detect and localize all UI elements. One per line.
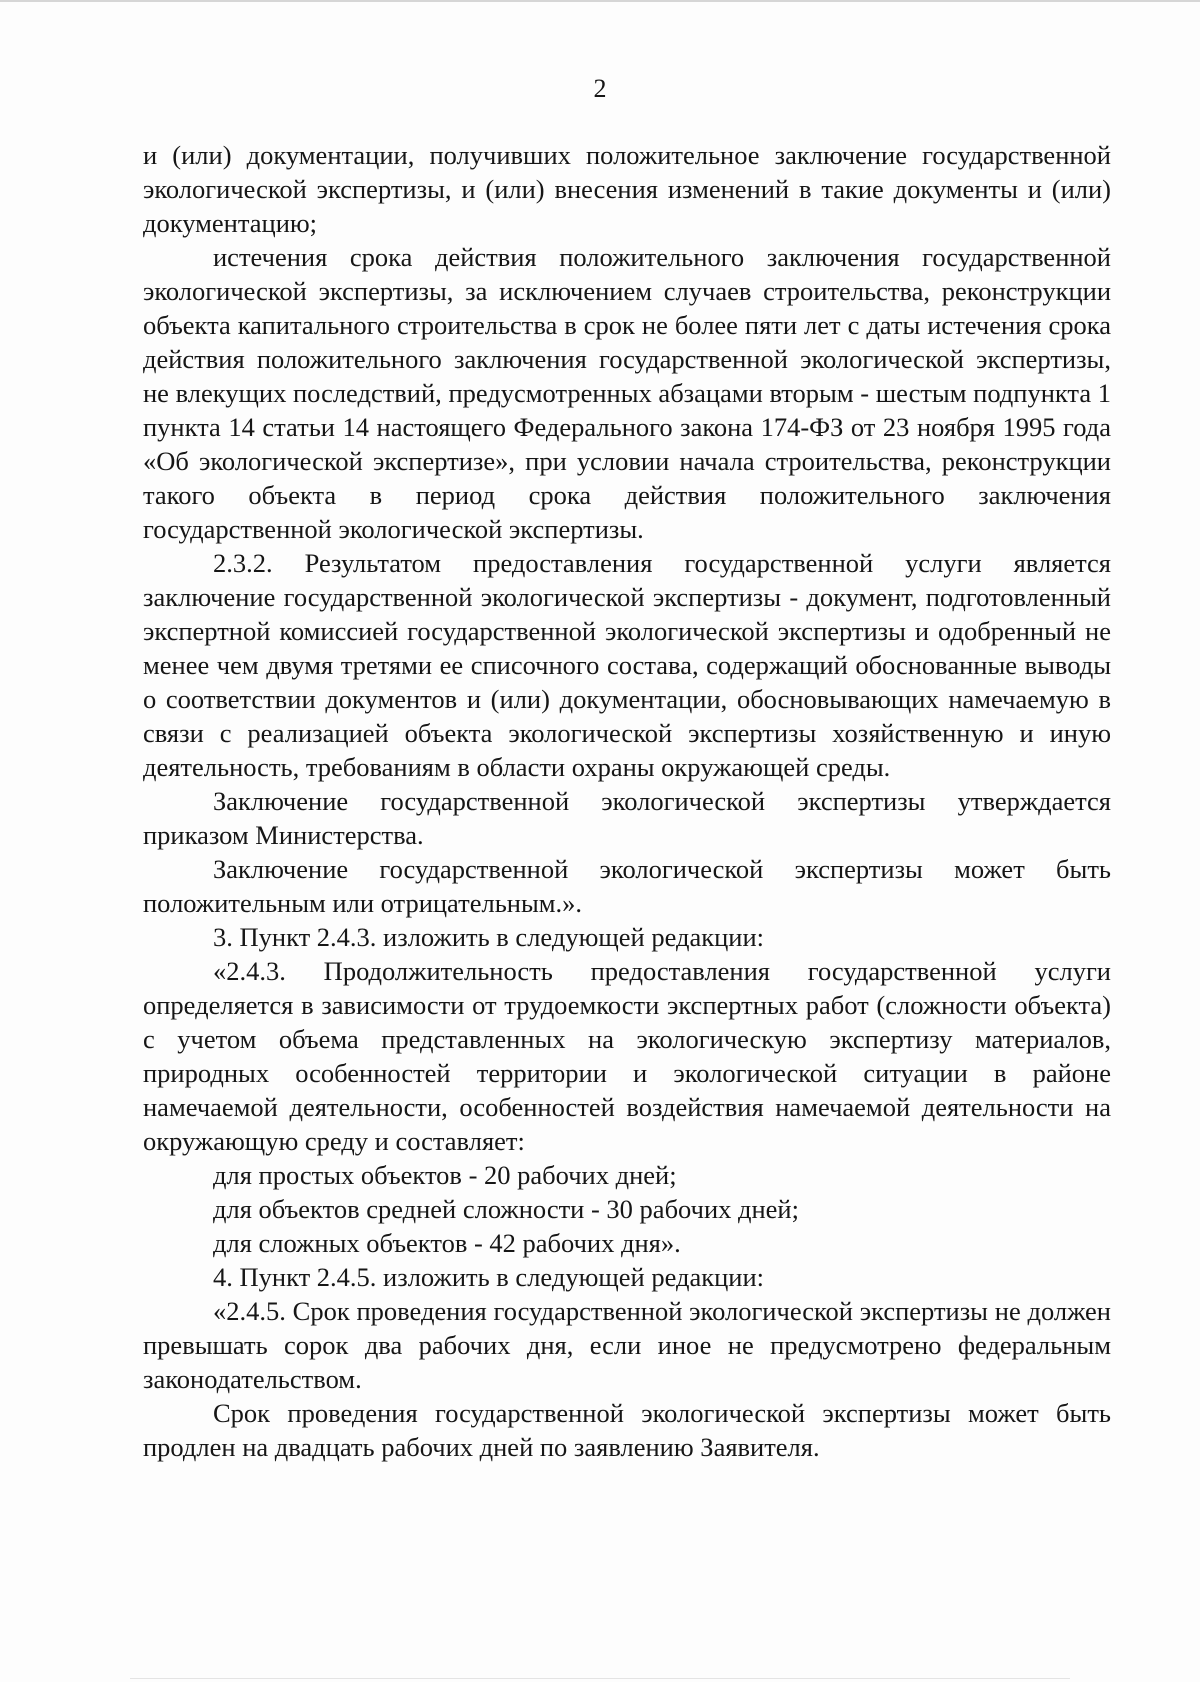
paragraph-2-4-5: «2.4.5. Срок проведения государственной экологической экспертизы не должен превышать сорок два рабочих дня, если иное не предусмотрено федеральным законодательством. — [143, 1296, 1111, 1394]
list-item-simple-objects: для простых объектов - 20 рабочих дней; — [213, 1160, 677, 1190]
paragraph-conclusion-type: Заключение государственной экологической экспертизы может быть положительным или отрицательным.». — [143, 854, 1111, 918]
paragraph-approval: Заключение государственной экологической экспертизы утверждается приказом Министерства. — [143, 786, 1111, 850]
list-item-complex-objects: для сложных объектов - 42 рабочих дня». — [213, 1228, 681, 1258]
paragraph-extension: Срок проведения государственной экологической экспертизы может быть продлен на двадцать рабочих дней по заявлению Заявителя. — [143, 1398, 1111, 1462]
paragraph-continuation: и (или) документации, получивших положительное заключение государственной экологической экспертизы, и (или) внесения изменений в такие документы и (или) документацию; — [143, 140, 1111, 238]
paragraph-2-4-3: «2.4.3. Продолжительность предоставления государственной услуги определяется в зависимости от трудоемкости экспертных работ (сложности объекта) с учетом объема представленных на экологическую экспертизу материалов, природных особенностей территории и экологической ситуации в районе намечаемой деятельности, особенностей воздействия намечаемой деятельности на окружающую среду и составляет: — [143, 956, 1111, 1156]
bottom-scan-edge — [130, 1678, 1070, 1679]
paragraph-2-3-2: 2.3.2. Результатом предоставления государственной услуги является заключение государственной экологической экспертизы - документ, подготовленный экспертной комиссией государственной экологической экспертизы и одобренный не менее чем двумя третями ее списочного состава, содержащий обоснованные выводы о соответствии документов и (или) документации, обосновывающих намечаемую в связи с реализацией объекта экологической экспертизы хозяйственную и иную деятельность, требованиям в области охраны окружающей среды. — [143, 548, 1111, 782]
paragraph-expiry-condition: истечения срока действия положительного заключения государственной экологической экспертизы, за исключением случаев строительства, реконструкции объекта капитального строительства в срок не более пяти лет с даты истечения срока действия положительного заключения государственной экологической экспертизы, не влекущих последствий, предусмотренных абзацами вторым - шестым подпункта 1 пункта 14 статьи 14 настоящего Федерального закона 174-ФЗ от 23 ноября 1995 года «Об экологической экспертизе», при условии начала строительства, реконструкции такого объекта в период срока действия положительного заключения государственной экологической экспертизы. — [143, 242, 1111, 544]
paragraph-item-4: 4. Пункт 2.4.5. изложить в следующей редакции: — [213, 1262, 765, 1292]
document-body — [143, 138, 1111, 1464]
paragraph-item-3: 3. Пункт 2.4.3. изложить в следующей редакции: — [213, 922, 765, 952]
page-number: 2 — [593, 74, 607, 103]
list-item-medium-objects: для объектов средней сложности - 30 рабочих дней; — [213, 1194, 799, 1224]
